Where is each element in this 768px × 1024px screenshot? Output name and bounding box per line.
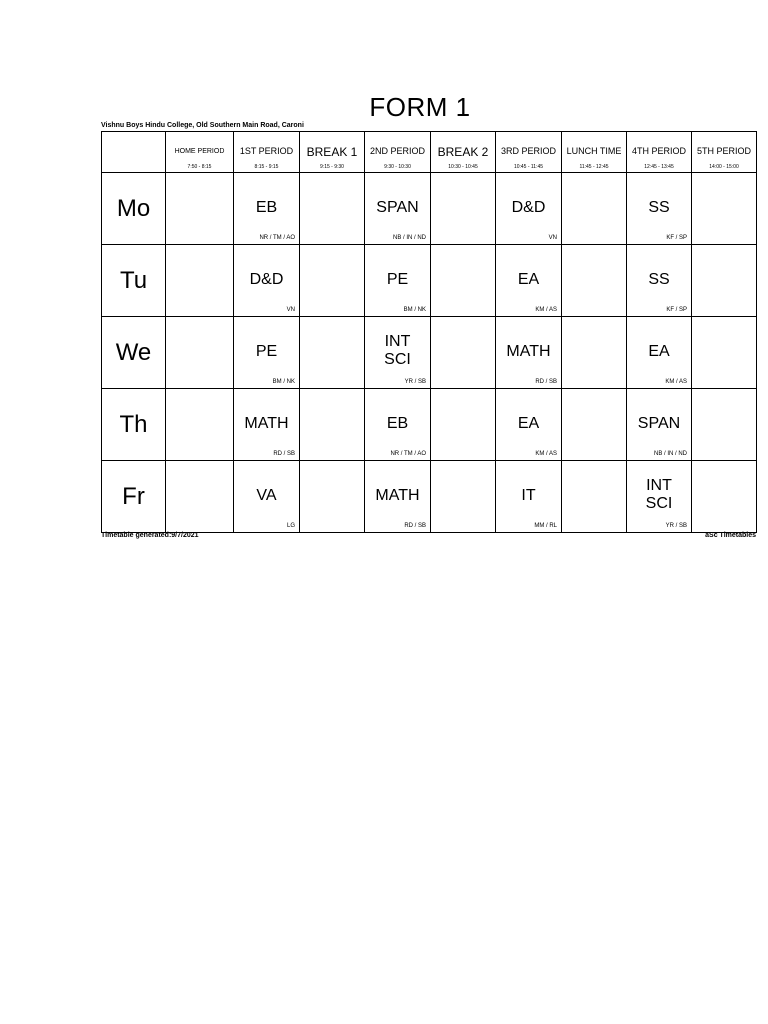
subject-line-1: INT [646, 477, 672, 494]
day-row [102, 389, 757, 461]
teacher-codes: YR / SB [404, 379, 426, 385]
subject-label [365, 487, 430, 505]
teacher-codes: MM / RL [534, 523, 557, 529]
teacher-codes: NR / TM / AO [259, 235, 295, 241]
day-cell [102, 173, 166, 245]
lesson-cell [166, 245, 234, 317]
day-label: Fr [122, 483, 145, 510]
page-title: FORM 1 [369, 92, 471, 122]
period-time: 10:45 - 11:45 [513, 164, 544, 170]
subject-line-1: SS [648, 271, 670, 288]
day-row [102, 245, 757, 317]
period-label: 5TH PERIOD [696, 146, 751, 156]
lesson-cell [562, 461, 627, 533]
period-time: 9:15 - 9:30 [320, 164, 344, 170]
subject-label [234, 343, 299, 361]
period-header [365, 132, 431, 173]
day-label: We [115, 339, 152, 366]
subject-label [496, 415, 561, 433]
period-time: 7:50 - 8:15 [187, 164, 212, 170]
subject-label [234, 487, 299, 505]
day-row [102, 317, 757, 389]
teacher-codes: KM / AS [535, 451, 557, 457]
teacher-codes: VN [548, 235, 557, 241]
teacher-codes: YR / SB [665, 523, 687, 529]
subject-line-1: D&D [249, 271, 284, 288]
lesson-cell [692, 317, 757, 389]
lesson-cell [300, 173, 365, 245]
subject-line-1: SS [648, 199, 670, 216]
period-header [166, 132, 234, 173]
lesson-cell [365, 389, 431, 461]
subject-line-1: PE [386, 271, 409, 288]
period-header [496, 132, 562, 173]
generator-credit: aSc Timetables [705, 532, 756, 539]
lesson-cell [300, 461, 365, 533]
lesson-cell [431, 389, 496, 461]
period-header [300, 132, 365, 173]
teacher-codes: RD / SB [273, 451, 295, 457]
subject-label [496, 343, 561, 361]
lesson-cell [627, 461, 692, 533]
subject-line-1: EA [517, 271, 540, 288]
lesson-cell [300, 245, 365, 317]
subject-label [627, 271, 691, 289]
subject-line-1: PE [255, 343, 278, 360]
subject-line-1: MATH [375, 487, 420, 504]
subject-line-1: MATH [244, 415, 289, 432]
day-label: Th [119, 411, 148, 438]
period-label: BREAK 1 [306, 145, 358, 159]
subject-label [496, 199, 561, 217]
lesson-cell [234, 389, 300, 461]
lesson-cell [166, 461, 234, 533]
day-cell [102, 317, 166, 389]
subject-line-1: SPAN [637, 415, 681, 432]
period-time: 14:00 - 15:00 [709, 164, 739, 170]
subject-line-2: SCI [645, 495, 673, 512]
lesson-cell [627, 173, 692, 245]
subject-label [627, 343, 691, 361]
teacher-codes: NR / TM / AO [390, 451, 426, 457]
subject-line-1: EB [386, 415, 409, 432]
lesson-cell [365, 461, 431, 533]
lesson-cell [496, 173, 562, 245]
lesson-cell [234, 173, 300, 245]
period-header [431, 132, 496, 173]
teacher-codes: NB / IN / ND [392, 235, 426, 241]
subject-line-1: EA [517, 415, 540, 432]
lesson-cell [627, 245, 692, 317]
day-label: Mo [116, 195, 151, 222]
teacher-codes: KM / AS [665, 379, 687, 385]
subject-label [496, 271, 561, 289]
teacher-codes: KF / SP [666, 235, 687, 241]
teacher-codes: KM / AS [535, 307, 557, 313]
period-label: 2ND PERIOD [369, 146, 425, 156]
timetable [101, 131, 757, 533]
lesson-cell [300, 389, 365, 461]
subject-label [496, 487, 561, 505]
period-time: 12:45 - 13:45 [644, 164, 674, 170]
teacher-codes: LG [286, 523, 295, 529]
lesson-cell [431, 245, 496, 317]
lesson-cell [692, 389, 757, 461]
period-label: BREAK 2 [437, 145, 489, 159]
lesson-cell [300, 317, 365, 389]
period-header [627, 132, 692, 173]
period-label: 4TH PERIOD [631, 146, 686, 156]
lesson-cell [166, 173, 234, 245]
subject-label [234, 415, 299, 433]
lesson-cell [365, 317, 431, 389]
lesson-cell [166, 389, 234, 461]
subject-label [365, 415, 430, 433]
period-label: LUNCH TIME [566, 146, 622, 156]
lesson-cell [166, 317, 234, 389]
lesson-cell [496, 461, 562, 533]
subject-label [365, 271, 430, 289]
subject-line-1: D&D [511, 199, 546, 216]
subject-line-2: SCI [384, 351, 411, 368]
lesson-cell [234, 461, 300, 533]
teacher-codes: VN [286, 307, 295, 313]
lesson-cell [234, 317, 300, 389]
lesson-cell [627, 317, 692, 389]
lesson-cell [562, 317, 627, 389]
lesson-cell [562, 173, 627, 245]
period-label: HOME PERIOD [174, 148, 225, 155]
period-label: 1ST PERIOD [239, 146, 294, 156]
teacher-codes: KF / SP [666, 307, 687, 313]
period-header [234, 132, 300, 173]
teacher-codes: BM / NK [272, 379, 295, 385]
lesson-cell [365, 245, 431, 317]
school-name: Vishnu Boys Hindu College, Old Southern Main Road, Caroni [101, 122, 304, 129]
teacher-codes: BM / NK [403, 307, 426, 313]
subject-line-1: SPAN [376, 199, 419, 216]
lesson-cell [365, 173, 431, 245]
teacher-codes: RD / SB [404, 523, 426, 529]
lesson-cell [234, 245, 300, 317]
subject-label [627, 415, 691, 433]
subject-label [365, 199, 430, 217]
subject-line-1: EB [255, 199, 278, 216]
subject-line-1: EA [648, 343, 670, 360]
subject-line-1: VA [256, 487, 277, 504]
lesson-cell [692, 245, 757, 317]
subject-line-1: INT [384, 333, 411, 350]
subject-label [234, 199, 299, 217]
subject-line-1: MATH [506, 343, 551, 360]
period-time: 9:30 - 10:30 [384, 164, 411, 170]
lesson-cell [496, 245, 562, 317]
subject-label [627, 199, 691, 217]
lesson-cell [496, 389, 562, 461]
day-row [102, 461, 757, 533]
lesson-cell [562, 245, 627, 317]
period-time: 11:45 - 12:45 [579, 164, 609, 170]
lesson-cell [496, 317, 562, 389]
lesson-cell [431, 317, 496, 389]
period-header [562, 132, 627, 173]
lesson-cell [692, 461, 757, 533]
day-cell [102, 461, 166, 533]
day-row [102, 173, 757, 245]
subject-label [234, 271, 299, 289]
lesson-cell [562, 389, 627, 461]
period-time: 8:15 - 9:15 [254, 164, 279, 170]
header-row [102, 132, 757, 173]
period-label: 3RD PERIOD [500, 146, 556, 156]
day-label: Tu [119, 267, 148, 294]
period-header [692, 132, 757, 173]
teacher-codes: NB / IN / ND [653, 451, 687, 457]
generated-date: Timetable generated:9/7/2021 [101, 532, 199, 539]
lesson-cell [692, 173, 757, 245]
lesson-cell [431, 461, 496, 533]
lesson-cell [431, 173, 496, 245]
period-time: 10:30 - 10:45 [448, 164, 478, 170]
teacher-codes: RD / SB [535, 379, 557, 385]
lesson-cell [627, 389, 692, 461]
subject-line-1: IT [521, 487, 536, 504]
day-cell [102, 245, 166, 317]
subject-label [627, 477, 691, 513]
subject-label [365, 333, 430, 369]
day-cell [102, 389, 166, 461]
corner-cell [102, 132, 166, 173]
